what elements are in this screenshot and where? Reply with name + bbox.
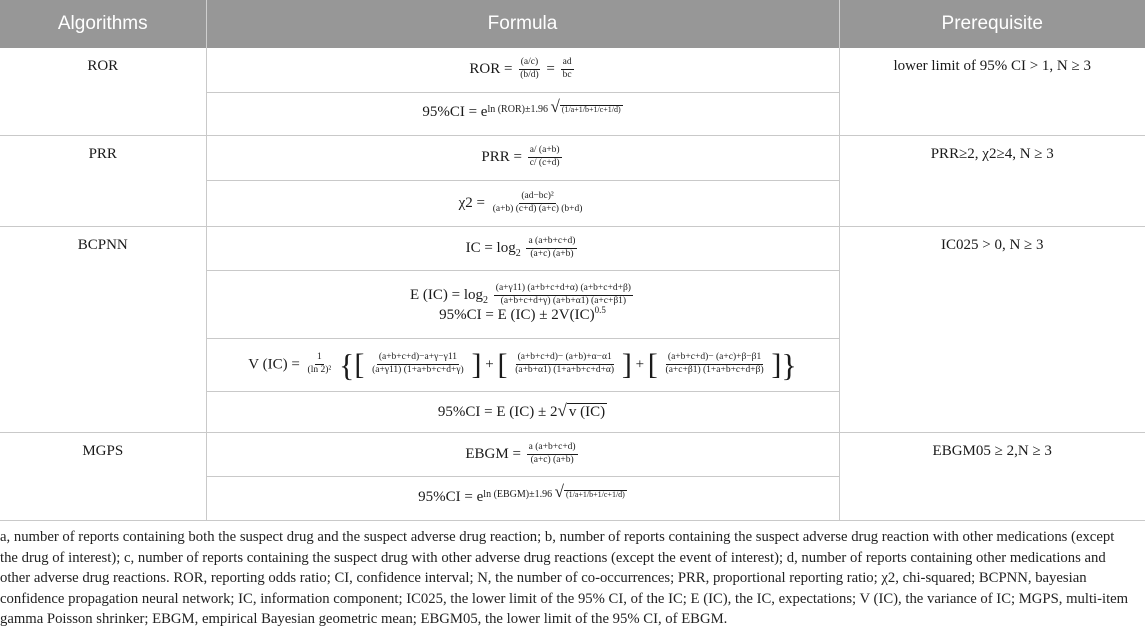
fraction: $\frac{(a+b+c+d)- (a+c)+\beta-\beta 1}{(a+c+\beta 1) (1+a+b+c+d+\beta)}$ — [665, 352, 764, 375]
fraction: $\frac{a (a+b+c+d)}{(a+c) (a+b)}$ — [528, 441, 576, 465]
fraction: $\frac{(a+b+c+d)- (a+b)+\alpha-\alpha 1}{(a+b+\alpha 1) (1+a+b+c+d+\alpha)}$ — [515, 352, 615, 375]
header-formula: Formula — [206, 0, 839, 48]
table-footnote: a, number of reports containing both the suspect drug and the suspect adverse drug reaction; b, number of reports containing the suspect adverse drug reaction with other medications (except the drug of interest); c, number of reports containing the suspect drug with other adverse drug reactions (except the event of interest); d, number of reports containing other medications and other adverse drug reactions. ROR, reporting odds ratio; CI, confidence interval; N, the number of co-occurrences; PRR, proportional reporting ratio; χ2, chi-squared; BCPNN, bayesian confidence propagation neural network; IC, information component; IC025, the lower limit of the 95% CI, of the IC; E (IC), the IC, expectations; V (IC), the variance of IC; MGPS, multi-item gamma Poisson shrinker; EBGM, empirical Bayesian geometric mean; EBGM05, the lower limit of the 95% CI, of EBGM. — [0, 529, 1129, 628]
table-row-bcpnn — [0, 226, 1145, 270]
formula-chi-squared: χ2 = $\frac{\text{(ad−bc)²}}{(a+b) (c+d) (a+c) (b+d)}$ — [206, 180, 839, 226]
fraction: $\frac{a (a+b+c+d)}{(a+c) (a+b)}$ — [528, 235, 576, 259]
fraction: $\frac{(a+b+c+d)-a+\gamma-\gamma 11}{(a+\gamma 11) (1+a+b+c+d+\gamma)}$ — [372, 352, 464, 375]
fraction: $\frac{ad}{bc}$ — [562, 57, 572, 81]
prerequisite-prr: PRR≥2, χ2≥4, N ≥ 3 — [839, 135, 1145, 226]
algorithm-ror: ROR — [0, 48, 206, 135]
fraction: $\frac{\text{(ad−bc)²}}{(a+b) (c+d) (a+c) (b+d)}$ — [492, 190, 583, 214]
prerequisite-ror: lower limit of 95% CI > 1, N ≥ 3 — [839, 48, 1145, 135]
formula-ror-ci: $95\%CI = e^{ln (ROR)\pm 1.96 √ (1/a+1/b+1/c+1/d)}$ — [206, 92, 839, 135]
prerequisite-bcpnn: IC025 > 0, N ≥ 3 — [839, 226, 1145, 432]
header-row — [0, 0, 1145, 48]
formula-ic: IC = $\log_2$ $\frac{a (a+b+c+d)}{(a+c) (a+b)}$ — [206, 226, 839, 270]
formula-vic: V (IC) = $\frac{1}{\text{(ln 2)²}}$ {[ $\frac{(a+b+c+d)-a+\gamma-\gamma 11}{(a+\gamma 11) (1+a+b+c+d+\gamma)}$ ] + [ $\frac{(a+b+c+d)- (a+b)+\alpha-\alpha 1}{(a+b+\alpha 1) (1+a+b+c+d+\alpha)}$ ] + [ $\frac{(a+b+c+d)- (a+c)+\beta-\beta 1}{(a+c+\beta 1) (1+a+b+c+d+\beta)}$ ]} — [206, 338, 839, 391]
formula-bcpnn-ci: 95%CI = E (IC) ± 2√ v (IC) — [206, 391, 839, 432]
table-row-prr — [0, 135, 1145, 180]
header-prerequisite: Prerequisite — [839, 0, 1145, 48]
algorithm-prr: PRR — [0, 135, 206, 226]
formula-ebgm: EBGM = $\frac{a (a+b+c+d)}{(a+c) (a+b)}$ — [206, 432, 839, 476]
header-algorithms: Algorithms — [0, 0, 206, 48]
formula-prr: PRR = $\frac{a/ (a+b)}{c/ (c+d)}$ — [206, 135, 839, 180]
fraction: $\frac{(a+\gamma 11) (a+b+c+d+\alpha) (a+b+c+d+\beta)}{(a+b+c+d+\gamma) (a+b+\alpha 1) (a+c+\beta 1)}$ — [495, 282, 631, 306]
fraction: $\frac{(a/c)}{(b/d)}$ — [520, 57, 539, 81]
algorithm-mgps: MGPS — [0, 432, 206, 520]
table-row-mgps — [0, 432, 1145, 476]
fraction: $\frac{1}{\text{(ln 2)²}}$ — [307, 352, 332, 375]
formula-ror: ROR = $\frac{(a/c)}{(b/d)}$ = $\frac{ad}{bc}$ — [206, 48, 839, 92]
formula-eic: E $(IC) = \log_2$ $\frac{(a+\gamma 11) (a+b+c+d+\alpha) (a+b+c+d+\beta)}{(a+b+c+d+\gamma) (a+b+\alpha 1) (a+c+\beta 1)}$ 95%CI = E (IC) ± 2V(IC)$^{0.5}$ — [206, 270, 839, 338]
algorithm-bcpnn: BCPNN — [0, 226, 206, 432]
formula-mgps-ci: $95\%CI = e^{ln (EBGM)\pm 1.96 √ (1/a+1/b+1/c+1/d)}$ — [206, 476, 839, 520]
fraction: $\frac{a/ (a+b)}{c/ (c+d)}$ — [529, 145, 560, 168]
prerequisite-mgps: EBGM05 ≥ 2,N ≥ 3 — [839, 432, 1145, 520]
table-row-ror — [0, 48, 1145, 92]
